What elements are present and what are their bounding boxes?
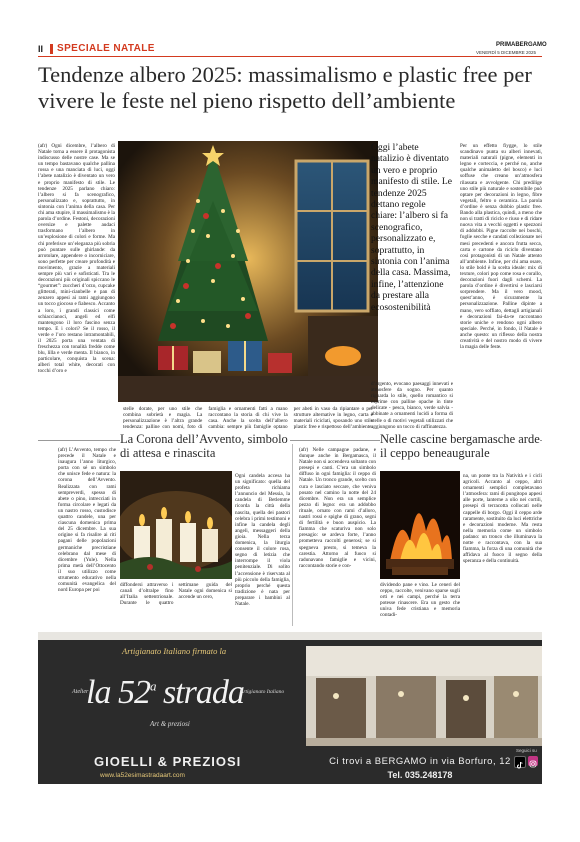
pull-quote: Oggi l’abete natalizio è diventato un vero e proprio manifesto di stile. Le tendenze 2025 dettano regole chiare: l’albero si fa scenografico, personalizzato e, soprattutto, in sintonia con l’anima della casa. Massima, infine, l’attenzione da prestare alla ecosostenibilità xyxy=(371,142,452,313)
shop-interior-photo xyxy=(306,646,542,746)
fireplace-photo xyxy=(380,471,460,579)
christmas-tree-photo xyxy=(118,141,378,402)
instagram-icon[interactable] xyxy=(528,756,538,766)
brand-logo: la 52$^a$ strada xyxy=(86,674,244,711)
ad-atelier-label: Atelier xyxy=(72,689,89,695)
advent-candles-photo xyxy=(120,471,232,579)
ad-top-strip xyxy=(38,632,542,640)
yule-log-article-column-2: dividendo pane e vino. Le ceneri del ceppo, raccolte, venivano sparse sugli orti e nei campi, perché la terra potesse rinascere. Era un gesto che univa fede cristiana e memoria contadi- xyxy=(380,582,460,619)
advent-article-column-1: (afr) L’Avvento, tempo che precede il Natale e inaugura l’anno liturgico, porta con sé un simbolo che unisce fede e natura: la corona dell’Avvento. Realizzata con rami sempreverdi, spesso di abete o pino, intrecciati in forma circolare e legati da un nastro rosso, custodisce quattro candele, una per ciascuna domenica prima del 25 dicembre. La sua origine si fa risalire ai riti pagani delle popolazioni germaniche precristiane celebrano dal mese di dicembre (Yule). Nella prima metà dell’Ottocento il suo utilizzo come strumento educativo nella comunità evangelica del nord Europa per poi xyxy=(58,447,116,594)
ad-artigianato-label: Artigianato Italiano xyxy=(240,689,285,695)
section-marker xyxy=(50,44,53,54)
shop-phone: Tel. 035.248178 xyxy=(387,770,453,780)
main-article-column-4: Per un effetto fiygge, lo stile scandinavo punta su alberi innevati, materiali naturali (pigne, elementi in legno e corteccia, e perché no, anche qualche animaletto del bosco) e luci soffuse che creano un’atmosfera rilassata e avvolgente. Chi predilige uno stile più naturale e sostenibile può optare per decorazioni in legno, fibre vegetali, feltro o ceramica. La parola d’ordine è senza dubbio plastic free. Bando alla plastica, quindi, a meno che non si tratti di riciclo e riuso e di ridare nuova vita a vecchi oggetti e spezzoni di addobbi. Pigne raccolte nei boschi, foglie secche e candati collezionate nei mesi precedenti e ancora frutta secca, carta e cartone da riciclo diventano così protagonisti di un Natale attento all’ambiente. Infine, per chi ama osare, lo stile bold è la scelta ideale: mix di texture, colori pop come rosa e corallo, decorazioni fuori dagli schemi. La parola d’ordine è divertirsi e lasciarsi sorprendere. Ma il vero mood, quest’anno, è sicuramente la personalizzazione. Palline dipinte a mano, vero soffiato, dettagli artigianali e decorazioni fai-da-te raccontano storie uniche e rendono ogni albero speciale. Perché, in fondo, il Natale è anche questo: un riflesso della nostra creatività e del nostro modo di vivere la magia delle feste. xyxy=(460,143,542,351)
issue-date: VENERDÌ 5 DICEMBRE 2025 xyxy=(476,50,537,55)
main-article-column-2: stelle dorate, per uno stile che combina sobrietà e magia. La personalizzazione è l’altra grande tendenza: palline con nomi, foto di famiglia e ornamenti fatti a mano raccontano la storia di chi vive la casa. Anche la scelta dell’albero cambia: sempre più famiglie optano per abeti in vaso da ripiantare o per strutture alternative in legno, carta e materiali riciclati, sposando uno stile plastic free e rispettoso dell’ambiente. xyxy=(123,406,373,431)
shop-address: Ci trovi a BERGAMO in via Borfuro, 12 xyxy=(329,756,511,767)
yule-log-article-title: Nelle cascine bergamasche arde il ceppo beneaugurale xyxy=(380,432,540,460)
jewelry-advertisement xyxy=(38,632,542,784)
ad-art-label: Art & preziosi xyxy=(150,720,190,728)
ad-headline: GIOELLI & PREZIOSI xyxy=(94,754,242,769)
main-article-column-1: (afr) Ogni dicembre, l’albero di Natale torna a essere il protagonista indiscusso delle nostre case. Ma se un tempo bastavano qualche pallina rossa e una manciata di luci, oggi l’abete natalizio è diventato un vero e proprio manifesto di stile. Le tendenze 2025 parlano chiaro: l’albero si fa scenografico, personalizzato e, soprattutto, in sintonia con l’anima della casa. Per chi ama stupire, il massimalismo è la parola d’ordine. Festoni, decorazioni oversize e palette audaci trasformano l’albero in un’esplosione di colori e forme. Ma chi preferisce un’eleganza più sobria può puntare sulle ghirlande: da arrotolare, appendere o incorniciare, sono perfette per creare profondità e movimento, grazie a materiali sempre più vari e sofisticati. Tra le decorazioni più originali spiccano le “gourmet”: zuccheri d’orzo, cupcake glitterati, mini-cianbelle e pan di zenzero appesi ai rami aggiungono un tocco giocoso e fiabesco. Accanto a loro, i grandi classici come schiaccianoci, angeli ed elfi mantengono il loro fascino senza tempo. E i colori? Se il rosso, il verde e l’oro restano intramontabili, il 2025 porta una ventata di freschezza con tonalità fredde come blu, lilla e verde menta. Il bianco, in particolare, conquista la scena: alberi total white, decorati con tocchi d’oro e xyxy=(38,143,115,375)
advent-article-column-3: Ogni candela accesa ha un significato: quella del profeta richiama l’annuncio del Messia, la candela di Betlemme ricorda la città della nascita, quella dei pastori celebra i primi testimoni e infine la candela degli angeli, messaggeri della gioia. Nella terza domenica, la liturgia consente il colore rosa, segno di letizia che interrompe il viola penitenziale. Di solito l’accensione è riservata al più piccolo della famiglia, proprio perché questa tradizione è nata per preparare i bambini al Natale. xyxy=(235,473,290,607)
page-number: II xyxy=(38,44,44,54)
ad-website[interactable]: www.la52esimastradaart.com xyxy=(100,772,185,779)
newspaper-brand: PRIMABERGAMO xyxy=(496,42,547,48)
advent-article-column-2: diffondersi attraverso i canali d’oltralpe fino all’Italia settentrionale. Durante le quattro settimane guida del Natale ogni domenica si accende un cero, xyxy=(120,582,232,607)
main-article-column-3: d’argento, evocano paesaggi innevati e atmosfere da sogno. Per quanto riguarda lo stile, quello romantico si esprime con palline opache in tinte delicate - pesca, bianco, verde salvia - abbinate a ornamenti lucidi a forma di stelle o di motivi vegetali utilizzati che aggiungono un tocco di raffinatezza. xyxy=(371,381,453,430)
advent-article-title: La Corona dell’Avvento, simbolo di attesa e rinascita xyxy=(120,430,290,460)
section-title: SPECIALE NATALE xyxy=(57,43,155,54)
follow-us-label: Seguici su xyxy=(516,748,537,753)
headline: Tendenze albero 2025: massimalismo e plastic free per vivere le feste nel pieno rispetto dell’ambiente xyxy=(38,62,532,113)
ad-tagline: Artigianato Italiano firmato la xyxy=(122,646,227,656)
header-rule xyxy=(38,56,542,57)
yule-log-article-column-3: na, un ponte tra la Natività e i cicli agricoli. Accanto al ceppo, altri ornamenti semplici completavano l’atmosfera: rami di pungitopo appesi alle porte, lanterne a olio nei cortili, presepi di terracotta collocati nelle cappelle di borgo. Oggi il ceppo arde raramente, sostituito da luci elettriche e decorazioni moderne. Ma resta nella memoria come un simbolo padano: un tronco che illuminava la notte e raccontava, con la sua fiamma, la forza di una comunità che affidava al fuoco il segno della speranza e della continuità. xyxy=(463,473,542,565)
yule-log-article-column-1: (afr) Nelle campagne padane, e dunque anche in Bergamasca, il Natale non si accendeva soltanto con presepi e canti. C’era un simbolo diffuso in ogni famiglia: il ceppo di Natale. Un tronco grande, scelto con cura e lasciato seccare, che veniva posato nel camino la notte del 24 dicembre. Non era un semplice pezzo di legno: era un addobbo rituale, ornato con rami d’alloro, nastri rossi e spighe di grano, segni di fertilità e buon auspicio. La fiamma che scaturiva non solo presagio: se ardeva forte, l’anno prometteva raccolti generosi; se si spegneva presto, si temeva la carestia. Attorno al fuoco si radunavano famiglie e vicini, raccontando storie e con- xyxy=(299,447,376,569)
column-divider xyxy=(292,444,293,626)
tiktok-icon[interactable] xyxy=(514,756,526,768)
